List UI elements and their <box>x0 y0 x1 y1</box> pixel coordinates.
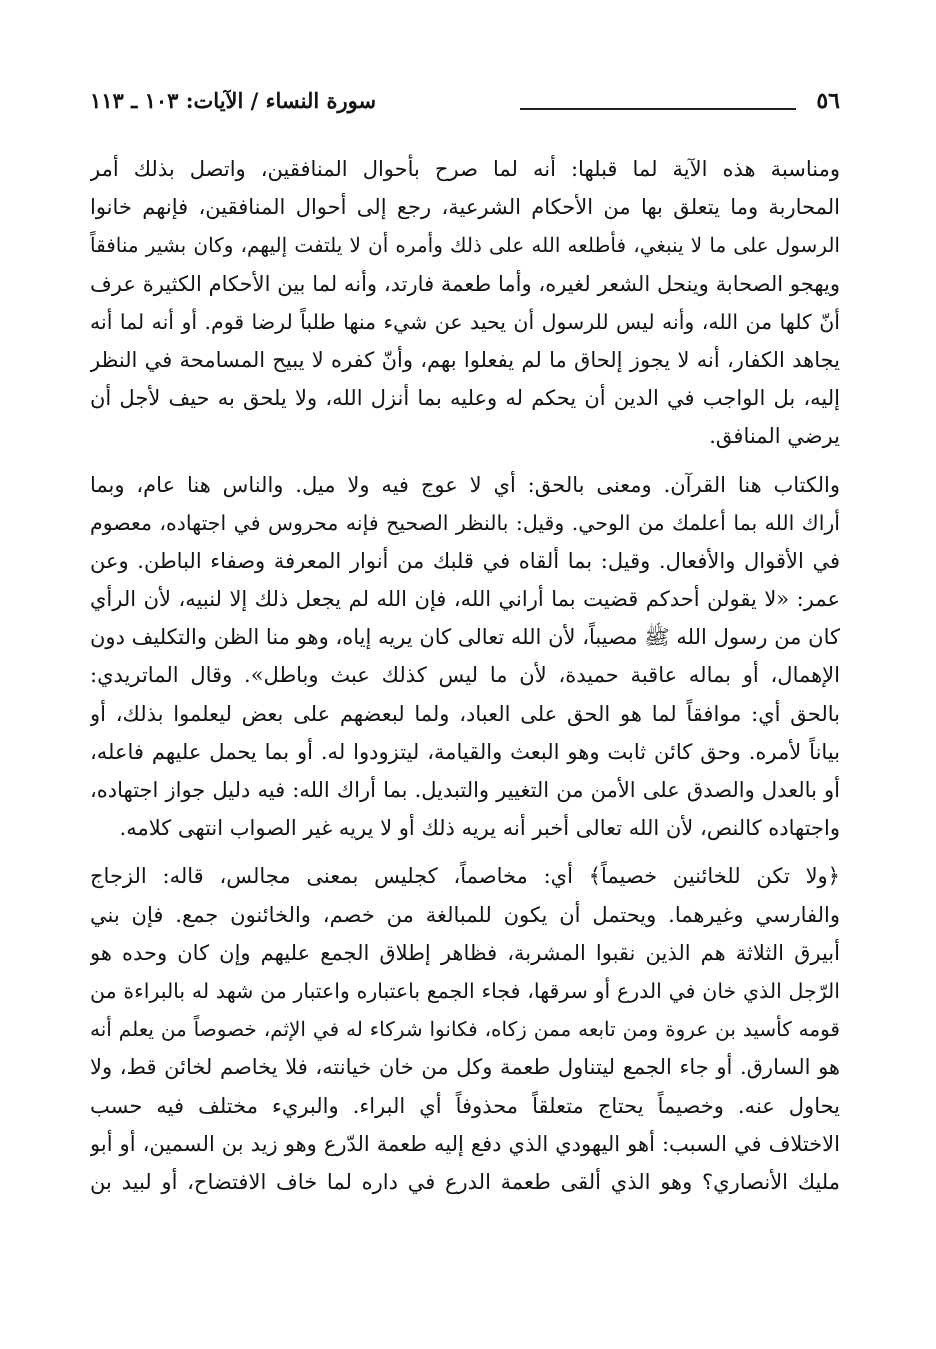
text-line: أبيرق الثلاثة هم الذين نقبوا المشربة، فظاهر إطلاق الجمع عليهم وإن كان وحده هو <box>90 940 840 965</box>
header-rule <box>520 108 796 110</box>
text-line: المحاربة وما يتعلق بها من الأحكام الشرعية، رجع إلى أحوال المنافقين، فإنهم خانوا <box>90 195 840 220</box>
text-line: ومناسبة هذه الآية لما قبلها: أنه لما صرح بأحوال المنافقين، واتصل بذلك أمر <box>90 157 840 181</box>
text-line: إليه، بل الواجب في الدين أن يحكم له وعليه بما أنزل الله، ولا يلحق به حيف لأجل أن <box>90 386 840 411</box>
text-line: الرّجل الذي خان في الدرع أو سرقها، فجاء الجمع باعتباره واعتبار من شهد له بالبراءة من <box>90 978 840 1003</box>
running-title: سورة النساء / الآيات: ١٠٣ ـ ١١٣ <box>90 88 377 113</box>
body-text <box>90 150 840 1201</box>
text-line: يجاهد الكفار، أنه لا يجوز إلحاق ما لم يفعلوا بهم، وأنّ كفره لا يبيح المسامحة في النظر <box>90 347 840 372</box>
text-line: مليك الأنصاري؟ وهو الذي ألقى طعمة الدرع في داره لما خاف الافتضاح، أو لبيد بن <box>90 1169 840 1194</box>
text-line: واجتهاده كالنص، لأن الله تعالى أخبر أنه يريه ذلك أو لا يريه غير الصواب انتهى كلامه. <box>119 816 840 841</box>
text-line: الرسول على ما لا ينبغي، فأطلعه الله على ذلك وأمره أن لا يلتفت إليهم، وكان بشير منافقاً <box>90 233 840 258</box>
text-line: عمر: «لا يقولن أحدكم قضيت بما أراني الله، فإن الله لم يجعل ذلك إلا لنبيه، لأن الرأي <box>90 587 840 612</box>
page-number: ٥٦ <box>816 88 840 114</box>
text-line: أنّ كلها من الله، وأنه ليس للرسول أن يحيد عن شيء منها طلباً لرضا قوم. أو أنه لما أنه <box>90 309 840 334</box>
paragraph-gap <box>90 456 840 466</box>
text-line: والكتاب هنا القرآن. ومعنى بالحق: أي لا عوج فيه ولا ميل. والناس هنا عام، وبما <box>90 472 840 497</box>
paragraph-gap <box>90 847 840 857</box>
text-line: بياناً لأمره. وحق كائن ثابت وهو البعث والقيامة، ليتزودوا له. أو بما يحمل عليهم فاعله، <box>90 739 840 764</box>
paragraph-khasim <box>90 857 840 1201</box>
paragraph-context <box>90 150 840 456</box>
text-line: أو بالعدل والصدق على الأمن من التغيير والتبديل. بما أراك الله: فيه دليل جواز اجتهاده، <box>90 778 840 802</box>
text-line: يرضي المنافق. <box>709 424 840 449</box>
text-line: قومه كأسيد بن عروة ومن تابعه ممن زكاه، فكانوا شركاء له في الإثم، خصوصاً من يعلم أنه <box>90 1017 840 1042</box>
text-line: كان من رسول الله ﷺ مصيباً، لأن الله تعالى كان يريه إياه، وهو منا الظن والتكليف دون <box>90 625 840 650</box>
text-line: ويهجو الصحابة وينحل الشعر لغيره، وأما طعمة فارتد، وأنه لما بين الأحكام الكثيرة عرف <box>90 271 840 296</box>
text-line: الاختلاف في السبب: أهو اليهودي الذي دفع إليه طعمة الدّرع وهو زيد بن السمين، أو أبو <box>90 1131 840 1156</box>
paragraph-kitab <box>90 466 840 848</box>
text-line: بالحق أي: موافقاً لما هو الحق على العباد، ولما لبعضهم على بعض ليعلموا بذلك، أو <box>90 701 840 726</box>
text-line: في الأقوال والأفعال. وقيل: بما ألقاه في قلبك من أنوار المعرفة وصفاء الباطن. وعن <box>90 548 840 573</box>
text-line: أراك الله بما أعلمك من الوحي. وقيل: بالنظر الصحيح فإنه محروس في اجتهاده، معصوم <box>90 510 840 535</box>
text-line: هو السارق. أو جاء الجمع ليتناول طعمة وكل من خان خيانته، فلا يخاصم لخائن قط، ولا <box>90 1055 840 1080</box>
text-line: ﴿ولا تكن للخائنين خصيماً﴾ أي: مخاصماً، كجليس بمعنى مجالس، قاله: الزجاج <box>90 864 840 889</box>
text-line: يحاول عنه. وخصيماً يحتاج متعلقاً محذوفاً أي البراء. والبريء مختلف فيه حسب <box>90 1093 840 1118</box>
text-line: والفارسي وغيرهما. ويحتمل أن يكون للمبالغة من خصم، والخائنون جمع. فإن بني <box>90 902 840 927</box>
text-line: الإهمال، أو بماله عاقبة حميدة، لأن ما ليس كذلك عبث وباطل». وقال الماتريدي: <box>90 663 840 688</box>
page-header <box>90 86 840 120</box>
